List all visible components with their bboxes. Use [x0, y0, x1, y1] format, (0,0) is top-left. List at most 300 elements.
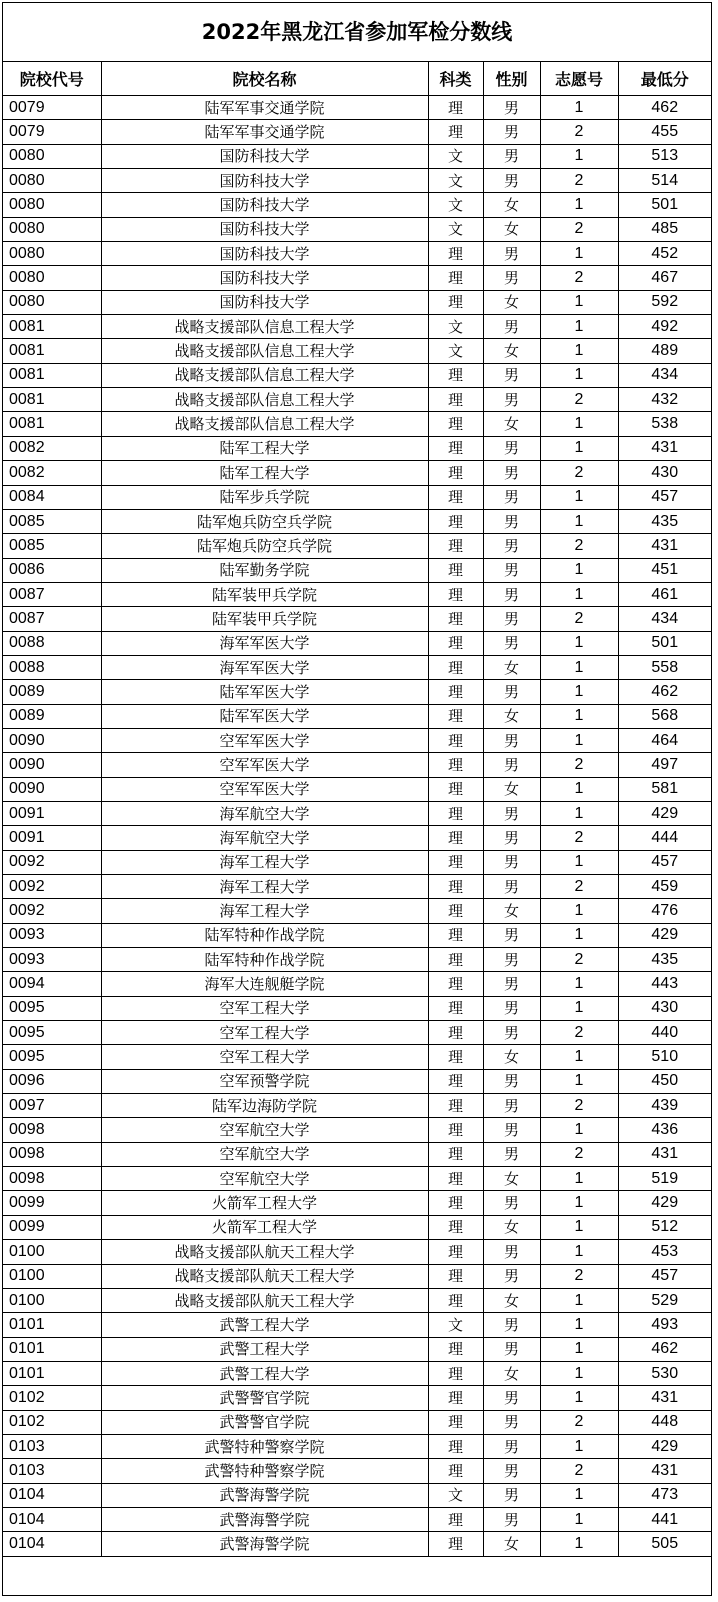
- cell-subject: 理: [428, 1094, 483, 1118]
- cell-choice: 1: [540, 1191, 618, 1215]
- table-row: [3, 948, 711, 972]
- cell-min-score: 462: [618, 1337, 711, 1361]
- cell-school-code: 0088: [3, 631, 101, 655]
- cell-gender: 男: [483, 388, 540, 412]
- cell-min-score: 457: [618, 850, 711, 874]
- cell-min-score: 431: [618, 436, 711, 460]
- cell-subject: 文: [428, 1483, 483, 1507]
- cell-gender: 男: [483, 1118, 540, 1142]
- cell-choice: 1: [540, 1167, 618, 1191]
- cell-school-code: 0095: [3, 1021, 101, 1045]
- cell-gender: 男: [483, 1313, 540, 1337]
- table-row: [3, 1069, 711, 1093]
- cell-subject: 理: [428, 1021, 483, 1045]
- table-row: [3, 704, 711, 728]
- cell-subject: 理: [428, 1361, 483, 1385]
- cell-school-name: 武警警官学院: [101, 1410, 428, 1434]
- cell-gender: 男: [483, 1507, 540, 1531]
- cell-min-score: 429: [618, 1191, 711, 1215]
- cell-gender: 女: [483, 290, 540, 314]
- cell-school-code: 0082: [3, 436, 101, 460]
- cell-choice: 2: [540, 1021, 618, 1045]
- cell-gender: 男: [483, 96, 540, 120]
- cell-min-score: 452: [618, 242, 711, 266]
- table-row: [3, 607, 711, 631]
- table-row: [3, 972, 711, 996]
- cell-min-score: 451: [618, 558, 711, 582]
- table-row: [3, 485, 711, 509]
- cell-school-code: 0080: [3, 242, 101, 266]
- cell-school-code: 0098: [3, 1142, 101, 1166]
- cell-gender: 男: [483, 1069, 540, 1093]
- cell-subject: 理: [428, 1386, 483, 1410]
- cell-min-score: 538: [618, 412, 711, 436]
- cell-min-score: 476: [618, 899, 711, 923]
- table-row: [3, 1191, 711, 1215]
- table-row: [3, 1337, 711, 1361]
- cell-subject: 文: [428, 339, 483, 363]
- cell-subject: 理: [428, 582, 483, 606]
- cell-gender: 男: [483, 558, 540, 582]
- cell-subject: 理: [428, 972, 483, 996]
- cell-school-code: 0081: [3, 339, 101, 363]
- cell-subject: 理: [428, 728, 483, 752]
- score-table: [3, 62, 711, 1557]
- cell-school-code: 0081: [3, 388, 101, 412]
- cell-school-name: 海军大连舰艇学院: [101, 972, 428, 996]
- cell-choice: 1: [540, 1118, 618, 1142]
- cell-choice: 2: [540, 948, 618, 972]
- cell-school-name: 陆军步兵学院: [101, 485, 428, 509]
- cell-gender: 男: [483, 436, 540, 460]
- cell-min-score: 439: [618, 1094, 711, 1118]
- cell-choice: 2: [540, 875, 618, 899]
- cell-school-name: 海军航空大学: [101, 801, 428, 825]
- table-row: [3, 1288, 711, 1312]
- cell-school-code: 0087: [3, 582, 101, 606]
- cell-gender: 男: [483, 1459, 540, 1483]
- table-row: [3, 996, 711, 1020]
- cell-choice: 1: [540, 144, 618, 168]
- cell-choice: 1: [540, 1288, 618, 1312]
- cell-choice: 1: [540, 1069, 618, 1093]
- table-row: [3, 1507, 711, 1531]
- cell-gender: 男: [483, 485, 540, 509]
- cell-school-code: 0080: [3, 193, 101, 217]
- cell-gender: 女: [483, 777, 540, 801]
- table-row: [3, 388, 711, 412]
- cell-school-name: 空军工程大学: [101, 996, 428, 1020]
- cell-gender: 男: [483, 948, 540, 972]
- cell-subject: 理: [428, 363, 483, 387]
- cell-school-code: 0098: [3, 1167, 101, 1191]
- table-row: [3, 96, 711, 120]
- cell-school-name: 战略支援部队信息工程大学: [101, 339, 428, 363]
- cell-choice: 1: [540, 436, 618, 460]
- cell-school-code: 0095: [3, 1045, 101, 1069]
- cell-choice: 2: [540, 461, 618, 485]
- cell-school-code: 0104: [3, 1483, 101, 1507]
- cell-min-score: 434: [618, 607, 711, 631]
- cell-school-name: 陆军炮兵防空兵学院: [101, 509, 428, 533]
- cell-choice: 1: [540, 1483, 618, 1507]
- cell-min-score: 558: [618, 655, 711, 679]
- cell-school-name: 武警警官学院: [101, 1386, 428, 1410]
- cell-subject: 理: [428, 412, 483, 436]
- cell-min-score: 529: [618, 1288, 711, 1312]
- table-row: [3, 193, 711, 217]
- cell-school-code: 0094: [3, 972, 101, 996]
- cell-subject: 理: [428, 509, 483, 533]
- cell-school-code: 0086: [3, 558, 101, 582]
- cell-school-code: 0100: [3, 1288, 101, 1312]
- cell-min-score: 464: [618, 728, 711, 752]
- cell-choice: 1: [540, 315, 618, 339]
- cell-choice: 1: [540, 582, 618, 606]
- cell-min-score: 568: [618, 704, 711, 728]
- table-body: [3, 96, 711, 1557]
- cell-school-code: 0098: [3, 1118, 101, 1142]
- cell-school-name: 海军工程大学: [101, 899, 428, 923]
- cell-subject: 理: [428, 923, 483, 947]
- cell-choice: 2: [540, 120, 618, 144]
- cell-min-score: 473: [618, 1483, 711, 1507]
- cell-school-code: 0088: [3, 655, 101, 679]
- cell-gender: 女: [483, 655, 540, 679]
- cell-min-score: 513: [618, 144, 711, 168]
- cell-min-score: 530: [618, 1361, 711, 1385]
- table-row: [3, 923, 711, 947]
- cell-school-code: 0096: [3, 1069, 101, 1093]
- cell-gender: 男: [483, 607, 540, 631]
- cell-school-code: 0093: [3, 948, 101, 972]
- cell-min-score: 592: [618, 290, 711, 314]
- table-row: [3, 217, 711, 241]
- cell-gender: 女: [483, 339, 540, 363]
- table-row: [3, 1142, 711, 1166]
- cell-min-score: 431: [618, 1386, 711, 1410]
- cell-choice: 2: [540, 1459, 618, 1483]
- table-row: [3, 1118, 711, 1142]
- cell-min-score: 461: [618, 582, 711, 606]
- cell-choice: 2: [540, 826, 618, 850]
- cell-subject: 理: [428, 704, 483, 728]
- cell-school-name: 陆军装甲兵学院: [101, 582, 428, 606]
- cell-choice: 1: [540, 1240, 618, 1264]
- cell-gender: 女: [483, 899, 540, 923]
- cell-subject: 理: [428, 1191, 483, 1215]
- cell-choice: 1: [540, 1507, 618, 1531]
- table-row: [3, 1386, 711, 1410]
- cell-min-score: 505: [618, 1532, 711, 1556]
- table-row: [3, 339, 711, 363]
- cell-subject: 理: [428, 1264, 483, 1288]
- cell-school-name: 陆军军医大学: [101, 704, 428, 728]
- table-row: [3, 1021, 711, 1045]
- cell-subject: 理: [428, 777, 483, 801]
- cell-school-name: 空军军医大学: [101, 728, 428, 752]
- table-row: [3, 169, 711, 193]
- cell-choice: 1: [540, 655, 618, 679]
- cell-school-code: 0097: [3, 1094, 101, 1118]
- cell-choice: 1: [540, 1361, 618, 1385]
- cell-choice: 1: [540, 1434, 618, 1458]
- cell-gender: 男: [483, 1191, 540, 1215]
- cell-choice: 1: [540, 899, 618, 923]
- cell-gender: 男: [483, 509, 540, 533]
- cell-gender: 男: [483, 1434, 540, 1458]
- cell-min-score: 430: [618, 461, 711, 485]
- cell-choice: 1: [540, 1313, 618, 1337]
- table-row: [3, 680, 711, 704]
- cell-min-score: 459: [618, 875, 711, 899]
- cell-min-score: 429: [618, 801, 711, 825]
- cell-min-score: 510: [618, 1045, 711, 1069]
- cell-subject: 文: [428, 1313, 483, 1337]
- cell-school-name: 陆军装甲兵学院: [101, 607, 428, 631]
- cell-subject: 理: [428, 388, 483, 412]
- table-row: [3, 1361, 711, 1385]
- cell-school-name: 战略支援部队航天工程大学: [101, 1288, 428, 1312]
- cell-school-name: 武警特种警察学院: [101, 1459, 428, 1483]
- cell-min-score: 455: [618, 120, 711, 144]
- table-row: [3, 1264, 711, 1288]
- cell-choice: 1: [540, 290, 618, 314]
- cell-gender: 女: [483, 704, 540, 728]
- cell-min-score: 440: [618, 1021, 711, 1045]
- cell-min-score: 501: [618, 631, 711, 655]
- cell-gender: 男: [483, 266, 540, 290]
- cell-school-name: 海军航空大学: [101, 826, 428, 850]
- cell-gender: 男: [483, 1337, 540, 1361]
- cell-school-code: 0087: [3, 607, 101, 631]
- cell-min-score: 497: [618, 753, 711, 777]
- cell-subject: 理: [428, 266, 483, 290]
- cell-school-name: 海军工程大学: [101, 875, 428, 899]
- cell-school-code: 0089: [3, 704, 101, 728]
- table-row: [3, 826, 711, 850]
- cell-subject: 理: [428, 1337, 483, 1361]
- cell-school-code: 0079: [3, 120, 101, 144]
- cell-school-name: 空军航空大学: [101, 1118, 428, 1142]
- table-row: [3, 1045, 711, 1069]
- table-row: [3, 728, 711, 752]
- table-row: [3, 412, 711, 436]
- table-row: [3, 631, 711, 655]
- cell-choice: 2: [540, 388, 618, 412]
- cell-school-name: 空军航空大学: [101, 1167, 428, 1191]
- cell-school-code: 0079: [3, 96, 101, 120]
- cell-min-score: 514: [618, 169, 711, 193]
- cell-choice: 1: [540, 193, 618, 217]
- cell-gender: 女: [483, 217, 540, 241]
- cell-subject: 文: [428, 315, 483, 339]
- cell-subject: 理: [428, 1507, 483, 1531]
- cell-school-code: 0080: [3, 217, 101, 241]
- cell-subject: 理: [428, 436, 483, 460]
- cell-choice: 2: [540, 1410, 618, 1434]
- cell-choice: 1: [540, 1386, 618, 1410]
- table-row: [3, 777, 711, 801]
- cell-school-name: 陆军军事交通学院: [101, 96, 428, 120]
- cell-choice: 1: [540, 777, 618, 801]
- cell-gender: 男: [483, 923, 540, 947]
- cell-school-code: 0089: [3, 680, 101, 704]
- cell-gender: 男: [483, 1264, 540, 1288]
- cell-subject: 文: [428, 169, 483, 193]
- cell-school-code: 0081: [3, 315, 101, 339]
- table-row: [3, 461, 711, 485]
- cell-min-score: 462: [618, 96, 711, 120]
- cell-min-score: 443: [618, 972, 711, 996]
- cell-subject: 理: [428, 1532, 483, 1556]
- cell-school-name: 空军军医大学: [101, 753, 428, 777]
- cell-subject: 理: [428, 801, 483, 825]
- cell-school-name: 武警特种警察学院: [101, 1434, 428, 1458]
- cell-choice: 1: [540, 1532, 618, 1556]
- table-row: [3, 290, 711, 314]
- cell-choice: 2: [540, 169, 618, 193]
- cell-school-name: 战略支援部队信息工程大学: [101, 315, 428, 339]
- cell-min-score: 435: [618, 948, 711, 972]
- cell-gender: 男: [483, 144, 540, 168]
- cell-school-code: 0090: [3, 777, 101, 801]
- cell-gender: 男: [483, 753, 540, 777]
- table-row: [3, 801, 711, 825]
- cell-school-name: 武警海警学院: [101, 1532, 428, 1556]
- cell-school-code: 0085: [3, 534, 101, 558]
- table-row: [3, 558, 711, 582]
- cell-subject: 理: [428, 1069, 483, 1093]
- cell-gender: 男: [483, 1410, 540, 1434]
- table-row: [3, 1167, 711, 1191]
- cell-school-code: 0102: [3, 1386, 101, 1410]
- cell-subject: 文: [428, 217, 483, 241]
- cell-choice: 1: [540, 1215, 618, 1239]
- cell-choice: 1: [540, 996, 618, 1020]
- cell-school-name: 国防科技大学: [101, 169, 428, 193]
- cell-subject: 理: [428, 826, 483, 850]
- table-row: [3, 1483, 711, 1507]
- cell-subject: 理: [428, 631, 483, 655]
- cell-school-code: 0099: [3, 1215, 101, 1239]
- cell-choice: 1: [540, 558, 618, 582]
- cell-subject: 理: [428, 1288, 483, 1312]
- cell-school-code: 0104: [3, 1532, 101, 1556]
- cell-school-name: 海军军医大学: [101, 631, 428, 655]
- table-row: [3, 1313, 711, 1337]
- cell-choice: 2: [540, 753, 618, 777]
- cell-subject: 理: [428, 753, 483, 777]
- cell-gender: 女: [483, 1361, 540, 1385]
- cell-gender: 女: [483, 1288, 540, 1312]
- cell-gender: 男: [483, 1240, 540, 1264]
- cell-school-name: 陆军特种作战学院: [101, 923, 428, 947]
- header-school-code: 院校代号: [3, 62, 101, 96]
- table-row: [3, 363, 711, 387]
- table-row: [3, 509, 711, 533]
- cell-school-name: 陆军特种作战学院: [101, 948, 428, 972]
- cell-min-score: 431: [618, 534, 711, 558]
- cell-min-score: 581: [618, 777, 711, 801]
- cell-choice: 1: [540, 801, 618, 825]
- cell-min-score: 512: [618, 1215, 711, 1239]
- cell-gender: 女: [483, 412, 540, 436]
- cell-min-score: 432: [618, 388, 711, 412]
- cell-school-name: 海军工程大学: [101, 850, 428, 874]
- header-choice: 志愿号: [540, 62, 618, 96]
- cell-school-name: 国防科技大学: [101, 193, 428, 217]
- cell-subject: 理: [428, 607, 483, 631]
- cell-gender: 男: [483, 363, 540, 387]
- cell-school-code: 0099: [3, 1191, 101, 1215]
- table-row: [3, 875, 711, 899]
- cell-min-score: 457: [618, 485, 711, 509]
- table-row: [3, 1215, 711, 1239]
- header-subject: 科类: [428, 62, 483, 96]
- cell-school-name: 武警工程大学: [101, 1361, 428, 1385]
- cell-choice: 1: [540, 728, 618, 752]
- cell-choice: 1: [540, 363, 618, 387]
- cell-min-score: 435: [618, 509, 711, 533]
- document-frame: [2, 2, 712, 1596]
- cell-subject: 理: [428, 1459, 483, 1483]
- cell-subject: 理: [428, 290, 483, 314]
- table-row: [3, 120, 711, 144]
- cell-school-code: 0091: [3, 826, 101, 850]
- cell-school-name: 战略支援部队航天工程大学: [101, 1264, 428, 1288]
- table-row: [3, 655, 711, 679]
- cell-school-name: 火箭军工程大学: [101, 1215, 428, 1239]
- header-gender: 性别: [483, 62, 540, 96]
- table-row: [3, 753, 711, 777]
- cell-school-code: 0101: [3, 1337, 101, 1361]
- cell-choice: 1: [540, 485, 618, 509]
- cell-school-code: 0100: [3, 1264, 101, 1288]
- cell-min-score: 501: [618, 193, 711, 217]
- table-row: [3, 242, 711, 266]
- cell-min-score: 467: [618, 266, 711, 290]
- cell-choice: 1: [540, 339, 618, 363]
- cell-school-name: 海军军医大学: [101, 655, 428, 679]
- cell-choice: 1: [540, 680, 618, 704]
- table-row: [3, 315, 711, 339]
- cell-min-score: 519: [618, 1167, 711, 1191]
- cell-min-score: 493: [618, 1313, 711, 1337]
- cell-school-code: 0085: [3, 509, 101, 533]
- cell-gender: 男: [483, 169, 540, 193]
- cell-subject: 理: [428, 558, 483, 582]
- cell-gender: 男: [483, 242, 540, 266]
- cell-school-name: 国防科技大学: [101, 144, 428, 168]
- header-min-score: 最低分: [618, 62, 711, 96]
- table-row: [3, 1459, 711, 1483]
- cell-school-name: 国防科技大学: [101, 242, 428, 266]
- cell-subject: 理: [428, 242, 483, 266]
- cell-school-name: 武警海警学院: [101, 1507, 428, 1531]
- cell-min-score: 492: [618, 315, 711, 339]
- cell-gender: 男: [483, 728, 540, 752]
- cell-school-name: 战略支援部队信息工程大学: [101, 388, 428, 412]
- cell-subject: 理: [428, 655, 483, 679]
- table-row: [3, 1410, 711, 1434]
- cell-gender: 男: [483, 1142, 540, 1166]
- cell-school-name: 空军航空大学: [101, 1142, 428, 1166]
- table-row: [3, 1434, 711, 1458]
- cell-subject: 理: [428, 996, 483, 1020]
- cell-min-score: 450: [618, 1069, 711, 1093]
- table-row: [3, 582, 711, 606]
